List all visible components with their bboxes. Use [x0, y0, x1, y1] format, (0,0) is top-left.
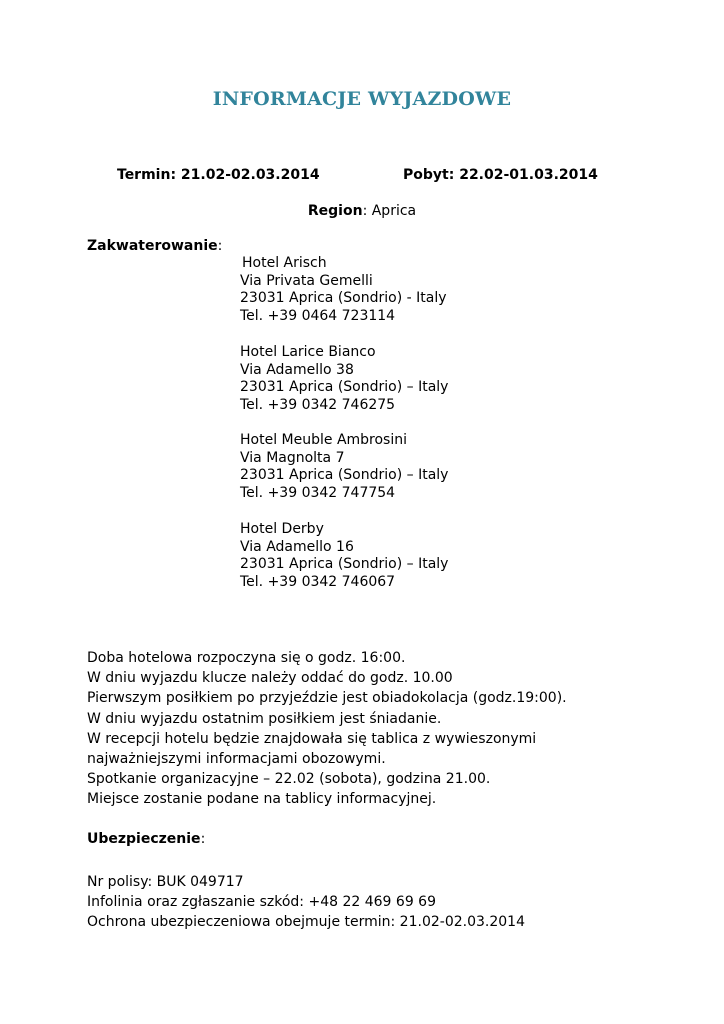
hotel-name: Hotel Larice Bianco: [240, 344, 376, 360]
hotel-city: 23031 Aprica (Sondrio) – Italy: [240, 379, 449, 396]
hotel-city: 23031 Aprica (Sondrio) – Italy: [240, 556, 449, 573]
term-value: 21.02-02.03.2014: [180, 167, 320, 183]
info-line: W recepcji hotelu będzie znajdowała się tablica z wywieszonymi: [87, 730, 537, 747]
hotel-street: Via Magnolta 7: [240, 449, 345, 466]
accommodation-colon: :: [217, 238, 223, 254]
hotel-city: 23031 Aprica (Sondrio) – Italy: [240, 467, 449, 484]
term-label: Termin:: [117, 167, 177, 183]
page-title: INFORMACJE WYJAZDOWE: [212, 88, 512, 110]
region-value: : Aprica: [362, 203, 417, 219]
hotel-street: Via Privata Gemelli: [240, 272, 373, 289]
info-line: Pierwszym posiłkiem po przyjeździe jest obiadokolacja (godz.19:00).: [87, 690, 567, 707]
insurance-label: Ubezpieczenie: [87, 831, 201, 847]
region-label: Region: [307, 203, 363, 219]
hotel-block: [240, 432, 448, 502]
hotel-street: Via Adamello 16: [240, 538, 354, 555]
insurance-line: Nr polisy: BUK 049717: [87, 874, 244, 890]
insurance-information: [87, 872, 525, 933]
hotel-name: Hotel Meuble Ambrosini: [240, 432, 408, 448]
hotel-block: [240, 521, 448, 591]
hotel-phone: Tel. +39 0342 747754: [240, 484, 396, 501]
hotel-city: 23031 Aprica (Sondrio) - Italy: [240, 290, 447, 307]
info-line: Doba hotelowa rozpoczyna się o godz. 16:00.: [87, 650, 406, 666]
term-line: [117, 166, 320, 184]
insurance-heading: [87, 830, 205, 848]
insurance-colon: :: [200, 831, 206, 847]
hotel-phone: Tel. +39 0464 723114: [240, 307, 396, 324]
hotel-name: Hotel Derby: [240, 521, 324, 537]
info-line: najważniejszymi informacjami obozowymi.: [87, 751, 386, 768]
hotel-block: [240, 344, 448, 414]
insurance-line: Ochrona ubezpieczeniowa obejmuje termin: 21.02-02.03.2014: [87, 914, 525, 931]
hotel-street: Via Adamello 38: [240, 361, 354, 378]
hotel-name: Hotel Arisch: [242, 255, 327, 271]
stay-information: [87, 648, 567, 810]
stay-line: [403, 166, 598, 184]
info-line: W dniu wyjazdu klucze należy oddać do godz. 10.00: [87, 670, 453, 687]
stay-label: Pobyt:: [403, 167, 455, 183]
insurance-line: Infolinia oraz zgłaszanie szkód: +48 22 469 69 69: [87, 894, 436, 911]
hotel-phone: Tel. +39 0342 746275: [240, 396, 396, 413]
info-line: Spotkanie organizacyjne – 22.02 (sobota), godzina 21.00.: [87, 771, 491, 788]
hotel-phone: Tel. +39 0342 746067: [240, 573, 396, 590]
region-line: [0, 202, 724, 220]
stay-value: 22.02-01.03.2014: [459, 167, 598, 183]
accommodation-label: Zakwaterowanie: [87, 238, 218, 254]
hotel-block: [242, 255, 447, 325]
info-line: W dniu wyjazdu ostatnim posiłkiem jest śniadanie.: [87, 710, 442, 727]
accommodation-heading: [87, 237, 222, 255]
info-line: Miejsce zostanie podane na tablicy informacyjnej.: [87, 791, 437, 808]
